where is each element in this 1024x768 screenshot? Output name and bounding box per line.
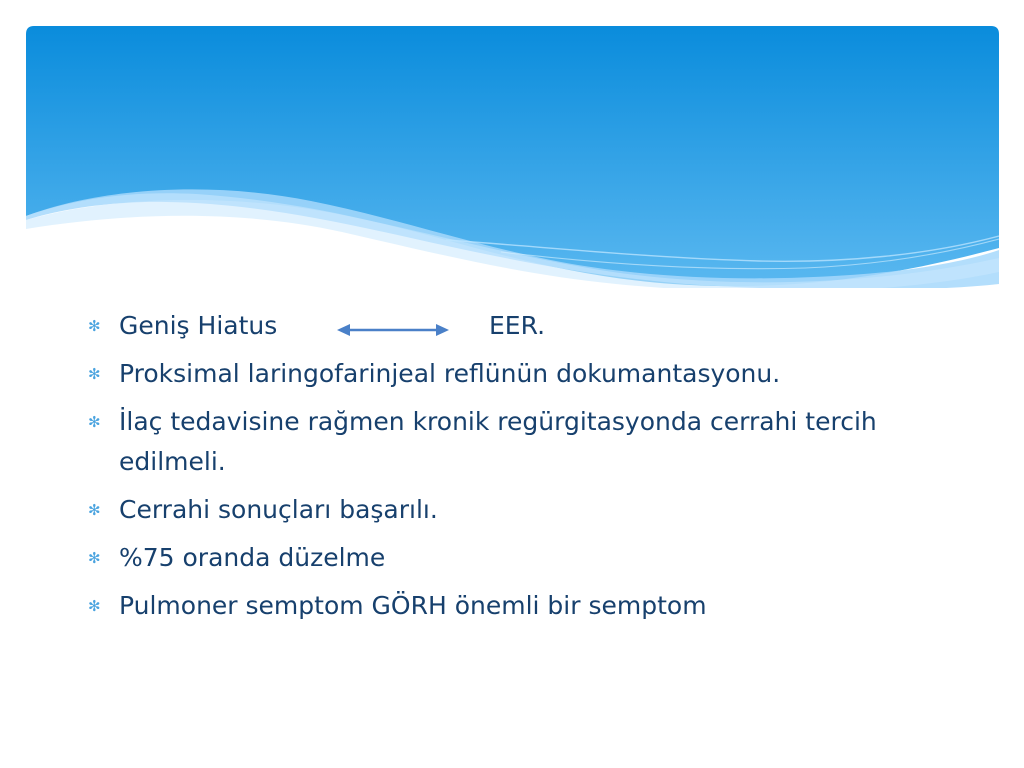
asterisk-bullet-icon: ✻ <box>88 365 101 383</box>
bullet-text: Cerrahi sonuçları başarılı. <box>119 495 438 524</box>
hiatus-label: Geniş Hiatus <box>119 311 278 340</box>
list-item <box>88 306 918 346</box>
asterisk-bullet-icon: ✻ <box>88 317 101 335</box>
bullet-text: %75 oranda düzelme <box>119 543 386 572</box>
bullet-text: Pulmoner semptom GÖRH önemli bir semptom <box>119 591 707 620</box>
header-wave-graphic <box>26 26 999 288</box>
list-item <box>88 402 918 482</box>
eer-label: EER. <box>489 311 546 340</box>
asterisk-bullet-icon: ✻ <box>88 413 101 431</box>
bullet-text: Proksimal laringofarinjeal reflünün dokumantasyonu. <box>119 359 781 388</box>
comparison-line <box>119 306 918 346</box>
list-item <box>88 354 918 394</box>
list-item <box>88 490 918 530</box>
content-area <box>88 306 918 634</box>
bullet-text: İlaç tedavisine rağmen kronik regürgitasyonda cerrahi tercih edilmeli. <box>119 407 877 476</box>
list-item <box>88 538 918 578</box>
bullet-list <box>88 306 918 626</box>
asterisk-bullet-icon: ✻ <box>88 597 101 615</box>
asterisk-bullet-icon: ✻ <box>88 549 101 567</box>
header-banner <box>26 26 999 288</box>
list-item <box>88 586 918 626</box>
double-headed-arrow-icon <box>331 314 455 338</box>
asterisk-bullet-icon: ✻ <box>88 501 101 519</box>
